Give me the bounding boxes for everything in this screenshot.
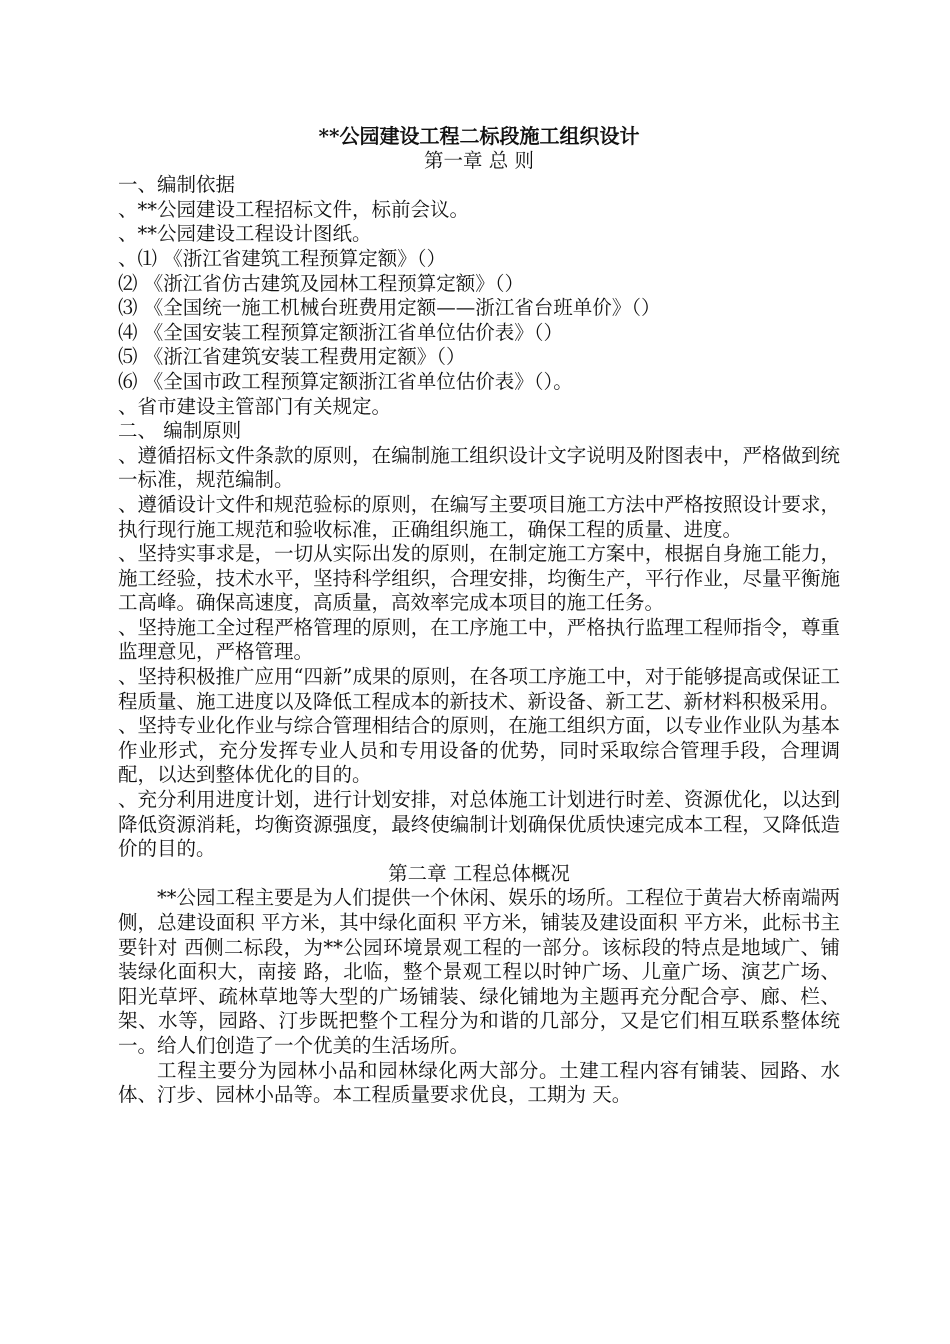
basis-item: ⑶ 《全国统一施工机械台班费用定额——浙江省台班单价》（） bbox=[118, 296, 661, 320]
basis-item: ⑹ 《全国市政工程预算定额浙江省单位估价表》（）。 bbox=[118, 369, 573, 393]
basis-item: ⑵ 《浙江省仿古建筑及园林工程预算定额》（） bbox=[118, 271, 524, 295]
overview-paragraph: **公园工程主要是为人们提供一个休闲、娱乐的场所。工程位于黄岩大桥南端两侧，总建设面积 平方米，其中绿化面积 平方米，铺装及建设面积 平方米，此标书主要针对 西侧二标段，为**公园环境景观工程的一部分。该标段的特点是地域广、铺装绿化面积大，南接 路，北临，整个景观工程以时钟广场、儿童广场、演艺广场、阳光草坪、疏林草地等大型的广场铺装、绿化铺地为主题再充分配合亭、廊、栏、架、水等，园路、汀步既把整个工程分为和谐的几部分，又是它们相互联系整体统一。给人们创造了一个优美的生活场所。 bbox=[118, 886, 840, 1057]
document-body bbox=[118, 124, 840, 1108]
principle-paragraph: 、遵循设计文件和规范验标的原则，在编写主要项目施工方法中严格按照设计要求，执行现行施工规范和验收标准，正确组织施工，确保工程的质量、进度。 bbox=[118, 492, 840, 541]
principle-paragraph: 、遵循招标文件条款的原则，在编制施工组织设计文字说明及附图表中，严格做到统一标准，规范编制。 bbox=[118, 443, 840, 492]
principle-paragraph: 、充分利用进度计划，进行计划安排，对总体施工计划进行时差、资源优化，以达到降低资源消耗，均衡资源强度，最终使编制计划确保优质快速完成本工程，又降低造价的目的。 bbox=[118, 788, 840, 861]
chapter1-heading: 第一章 总 则 bbox=[424, 148, 534, 172]
principle-paragraph: 、坚持实事求是，一切从实际出发的原则，在制定施工方案中，根据自身施工能力，施工经验，技术水平，坚持科学组织，合理安排，均衡生产，平行作业，尽量平衡施工高峰。确保高速度，高质量，高效率完成本项目的施工任务。 bbox=[118, 542, 840, 615]
basis-item: 、省市建设主管部门有关规定。 bbox=[118, 394, 392, 418]
basis-item: 、**公园建设工程招标文件，标前会议。 bbox=[118, 197, 470, 221]
principle-paragraph: 、坚持施工全过程严格管理的原则，在工序施工中，严格执行监理工程师指令，尊重监理意见，严格管理。 bbox=[118, 615, 840, 664]
basis-item: ⑷ 《全国安装工程预算定额浙江省单位估价表》（） bbox=[118, 320, 563, 344]
basis-item: 、⑴ 《浙江省建筑工程预算定额》（） bbox=[118, 246, 446, 270]
principle-paragraph: 、坚持专业化作业与综合管理相结合的原则，在施工组织方面，以专业作业队为基本作业形式，充分发挥专业人员和专用设备的优势，同时采取综合管理手段，合理调配，以达到整体优化的目的。 bbox=[118, 714, 840, 787]
basis-item: 、**公园建设工程设计图纸。 bbox=[118, 222, 372, 246]
document-title: **公园建设工程二标段施工组织设计 bbox=[318, 124, 640, 148]
principle-paragraph: 、坚持积极推广应用“四新”成果的原则，在各项工序施工中，对于能够提高或保证工程质量、施工进度以及降低工程成本的新技术、新设备、新工艺、新材料积极采用。 bbox=[118, 665, 840, 713]
chapter2-heading: 第二章 工程总体概况 bbox=[388, 861, 570, 885]
section2-heading: 二、 编制原则 bbox=[118, 419, 242, 443]
basis-item: ⑸ 《浙江省建筑安装工程费用定额》（） bbox=[118, 345, 466, 369]
section1-heading: 一、编制依据 bbox=[118, 173, 236, 197]
overview-paragraph: 工程主要分为园林小品和园林绿化两大部分。土建工程内容有铺装、园路、水体、汀步、园林小品等。本工程质量要求优良，工期为 天。 bbox=[118, 1058, 840, 1107]
